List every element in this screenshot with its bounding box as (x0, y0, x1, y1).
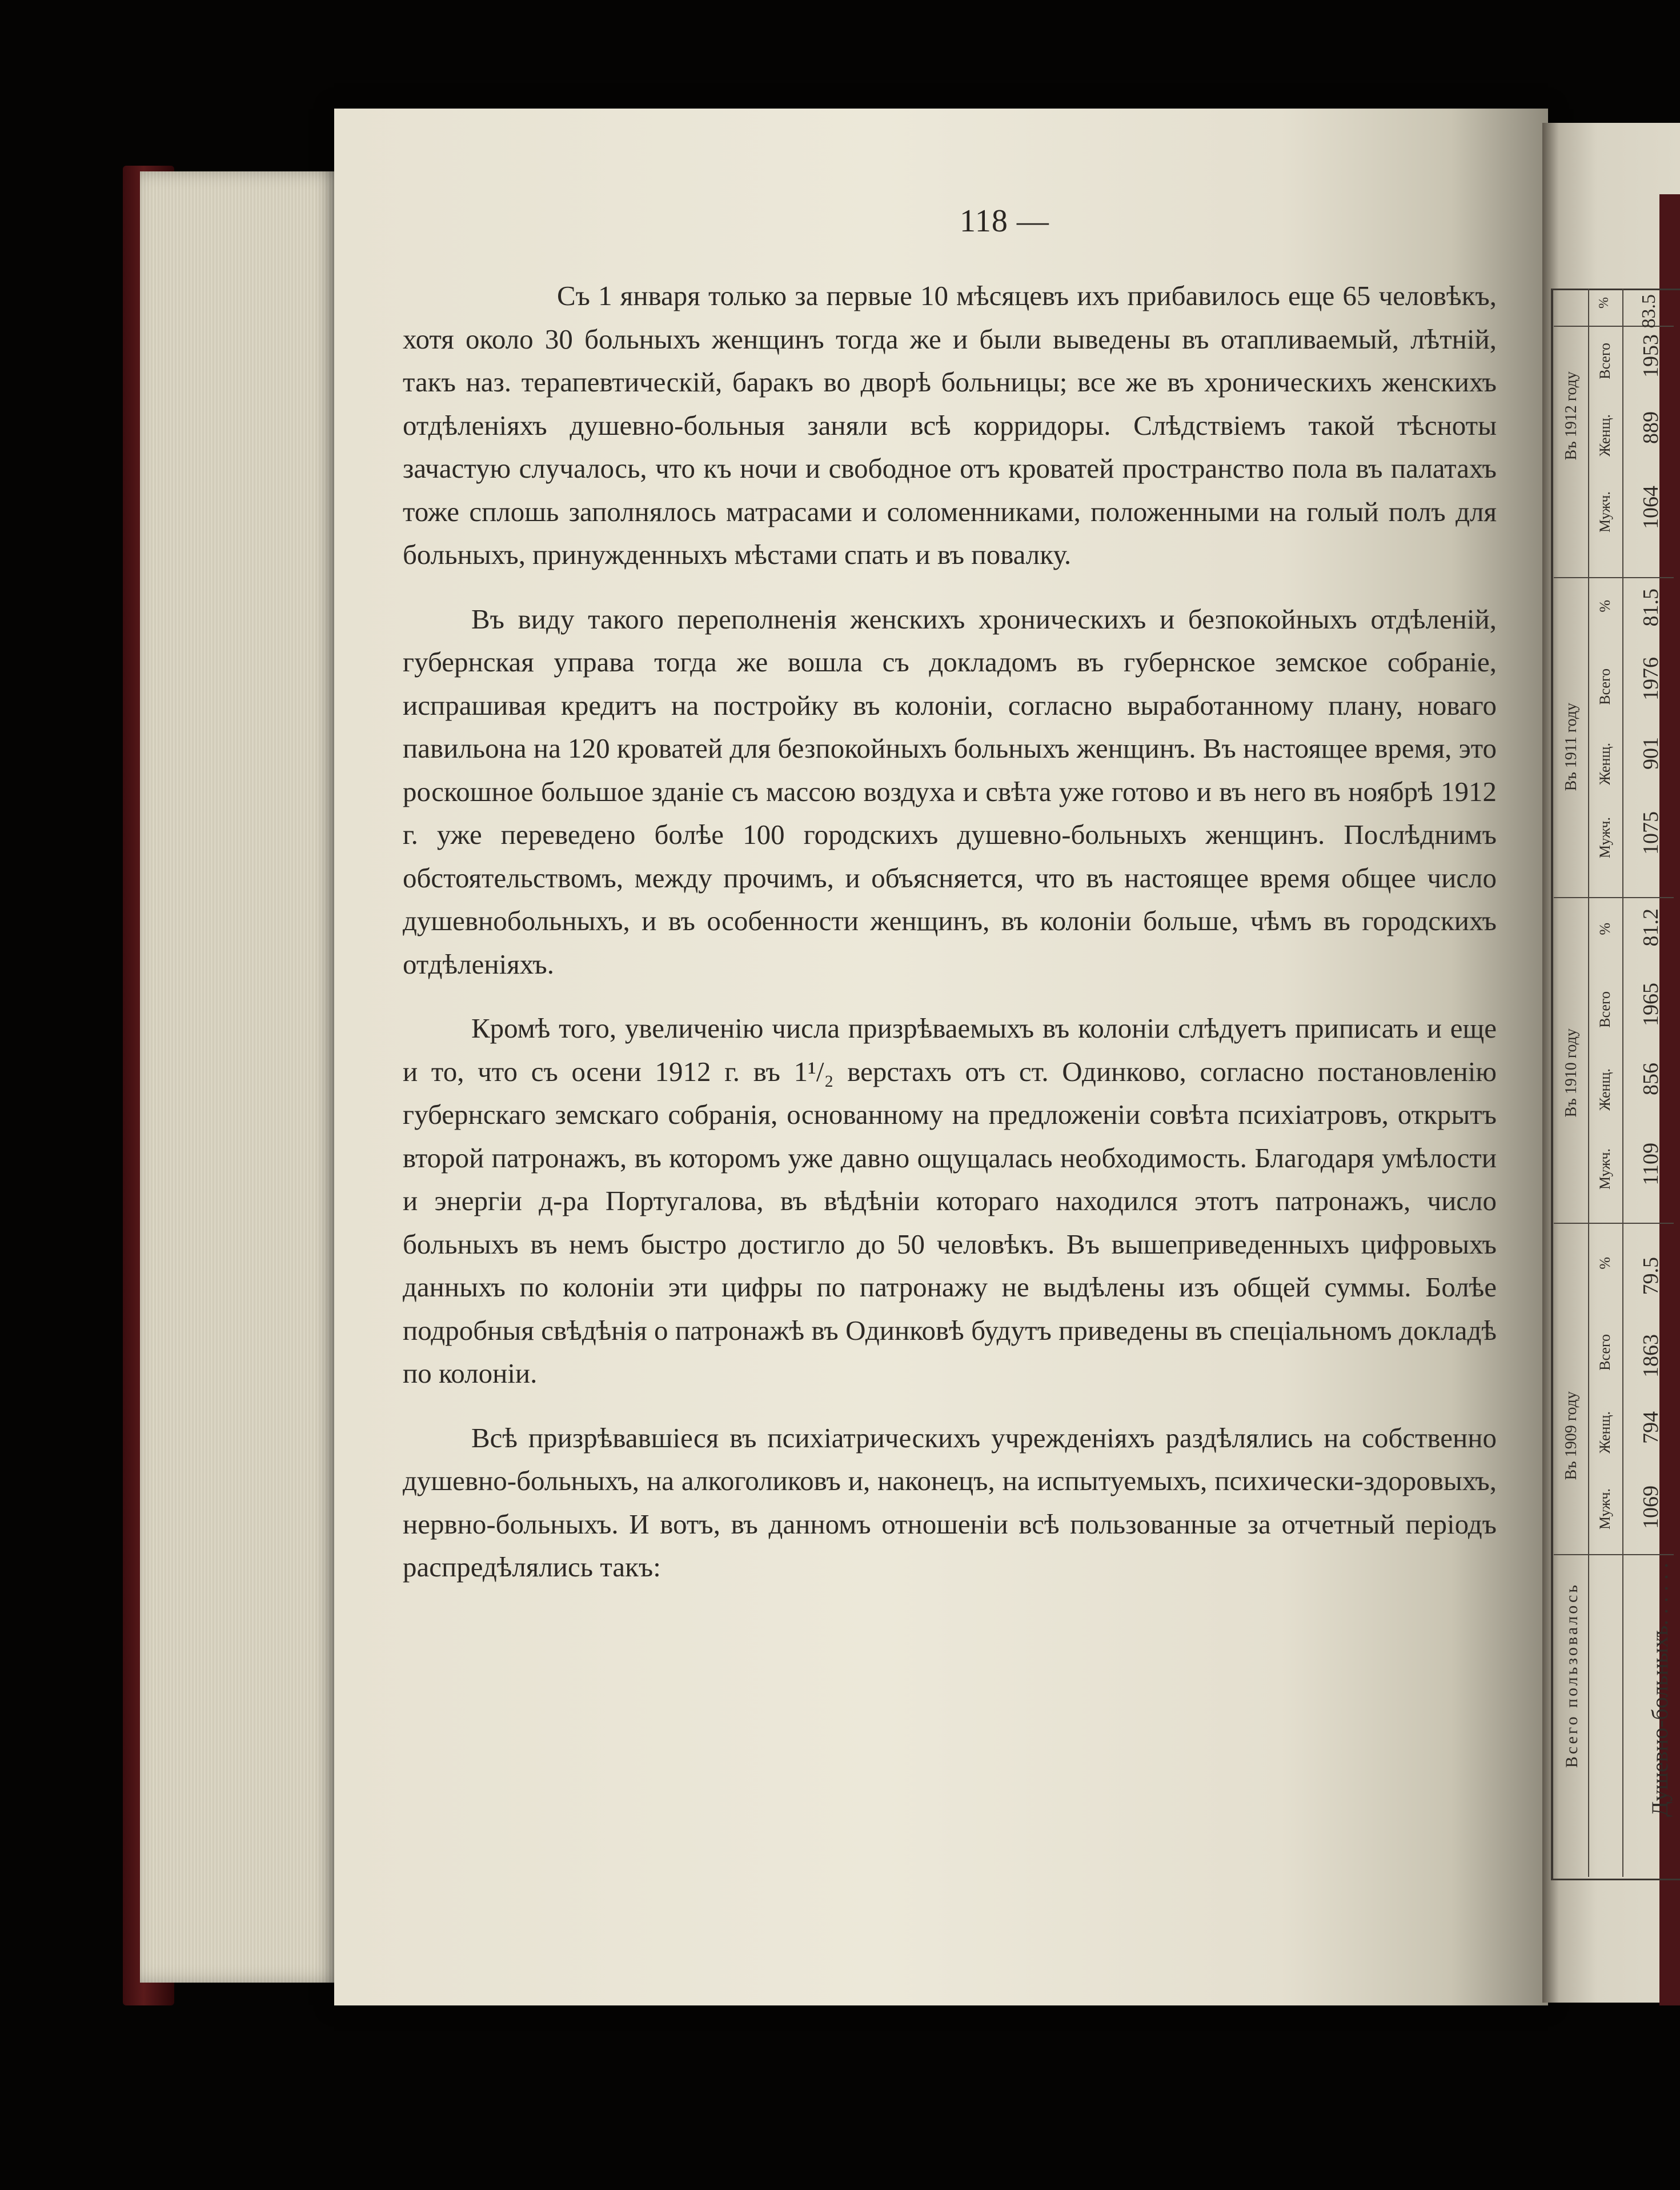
column-header: Женщ. (1597, 743, 1613, 785)
cell-1910-men: 1109 (1639, 1143, 1663, 1186)
column-header: % (1597, 600, 1613, 612)
cell-1910-women: 856 (1639, 1063, 1663, 1095)
cell-1909-total: 1863 (1639, 1334, 1663, 1378)
column-header: Мужч. (1597, 1148, 1613, 1190)
cell-1911-percent: 81.5 (1639, 588, 1663, 627)
cell-1909-women: 794 (1639, 1411, 1663, 1444)
paragraph-1: Съ 1 января только за первые 10 мѣсяцевъ ихъ прибавилось еще 65 человѣкъ, хотя около 30 больныхъ женщинъ тогда же и были выведены въ отапливаемый, лѣтній, такъ наз. терапевтическій, баракъ во дворѣ больницы; все же въ хроническихъ женскихъ отдѣленіяхъ душевно-больныя заняли всѣ корридоры. Слѣдствіемъ такой тѣсноты зачастую случалось, что къ ночи и свободное отъ кроватей пространство пола въ палатахъ тоже сплошь заполнялось матрасами и соломенниками, положенными на голый полъ для больныхъ, принужденныхъ мѣстами спать и въ повалку. (403, 280, 1497, 570)
cell-1912-total: 1953 (1639, 334, 1663, 378)
cell-1911-women: 901 (1639, 737, 1663, 770)
table-rule (1554, 1223, 1674, 1224)
column-header: Женщ. (1597, 1411, 1613, 1454)
year-label-1910: Въ 1910 году (1562, 1028, 1580, 1118)
year-label-1909: Въ 1909 году (1562, 1391, 1580, 1480)
cell-1912-men: 1064 (1639, 486, 1663, 529)
column-header: Мужч. (1597, 491, 1613, 533)
table-rule (1554, 897, 1674, 898)
cell-1911-total: 1976 (1639, 657, 1663, 700)
table-rule (1554, 1554, 1674, 1555)
column-header: Мужч. (1597, 817, 1613, 859)
column-header: Всего (1597, 991, 1613, 1028)
table-rule (1554, 577, 1674, 578)
cell-1909-percent: 79.5 (1639, 1257, 1663, 1295)
cell-1912-women: 889 (1639, 411, 1663, 444)
paragraph-3: Кромѣ того, увеличенію числа призрѣваемыхъ въ колоніи слѣдуетъ приписать и еще и то, что съ осени 1912 г. въ 1¹/₂ верстахъ отъ ст. Одинково, согласно постановленію губернскаго земскаго собранія, основанному на предложеніи совѣта психіатровъ, открытъ второй патронажъ, въ которомъ уже давно ощущалась необходимость. Благодаря умѣлости и энергіи д-ра Португалова, въ вѣдѣніи котораго находился этотъ патронажъ, число больныхъ въ немъ быстро достигло до 50 человѣкъ. Въ вышеприведенныхъ цифровыхъ данныхъ по колоніи эти цифры по патронажу не выдѣлены изъ общей суммы. Болѣе подробныя свѣдѣнія о патронажѣ въ Одинковѣ будутъ приведены въ спеціальномъ докладѣ по колоніи. (403, 1012, 1497, 1389)
cell-1912-percent: 83.5 (1638, 294, 1659, 329)
column-header: % (1597, 297, 1611, 309)
column-header: % (1597, 923, 1613, 935)
column-header: Всего (1597, 1334, 1613, 1371)
column-header: Всего (1597, 343, 1613, 379)
body-text (403, 274, 1497, 1610)
page-stack-edge (140, 171, 340, 1983)
page-number: 118 — (960, 203, 1049, 239)
cell-1910-total: 1965 (1639, 983, 1663, 1026)
table-row-label: Душевно-больныхъ. . . . . . (1647, 1563, 1673, 1817)
cell-1909-men: 1069 (1639, 1486, 1663, 1529)
column-header: Женщ. (1597, 1068, 1613, 1111)
year-label-1912: Въ 1912 году (1562, 371, 1580, 461)
column-header: Женщ. (1597, 414, 1613, 457)
table-rule (1622, 289, 1623, 1877)
table-rule (1588, 289, 1589, 1877)
column-header: % (1597, 1257, 1613, 1270)
paragraph-2: Въ виду такого переполненія женскихъ хроническихъ и безпокойныхъ отдѣленій, губернская управа тогда же вошла съ докладомъ въ губернское земское собраніе, испрашивая кредитъ на постройку въ колоніи, согласно выработанному плану, новаго павильона на 120 кроватей для безпокойныхъ больныхъ женщинъ. Въ настоящее время, это роскошное большое зданіе съ массою воздуха и свѣта уже готово и въ него въ ноябрѣ 1912 г. уже переведено болѣе 100 городскихъ душевно-больныхъ женщинъ. Послѣднимъ обстоятельствомъ, между прочимъ, и объясняется, что въ настоящее время общее число душевнобольныхъ, и въ особенности женщинъ, въ колоніи больше, чѣмъ въ городскихъ отдѣленіяхъ. (403, 603, 1497, 980)
year-label-1911: Въ 1911 году (1562, 703, 1580, 791)
cell-1911-men: 1075 (1639, 811, 1663, 855)
cell-1910-percent: 81.2 (1639, 908, 1663, 947)
table-header: Всего пользовалось (1562, 1583, 1581, 1768)
paragraph-4: Всѣ призрѣвавшіеся въ психіатрическихъ учрежденіяхъ раздѣлялись на собственно душевно-больныхъ, на алкоголиковъ и, наконецъ, на испытуемыхъ, психически-здоровыхъ, нервно-больныхъ. И вотъ, въ данномъ отношеніи всѣ пользованные за отчетный періодъ распредѣлялись такъ: (403, 1422, 1497, 1583)
column-header: Всего (1597, 668, 1613, 705)
column-header: Мужч. (1597, 1488, 1613, 1530)
